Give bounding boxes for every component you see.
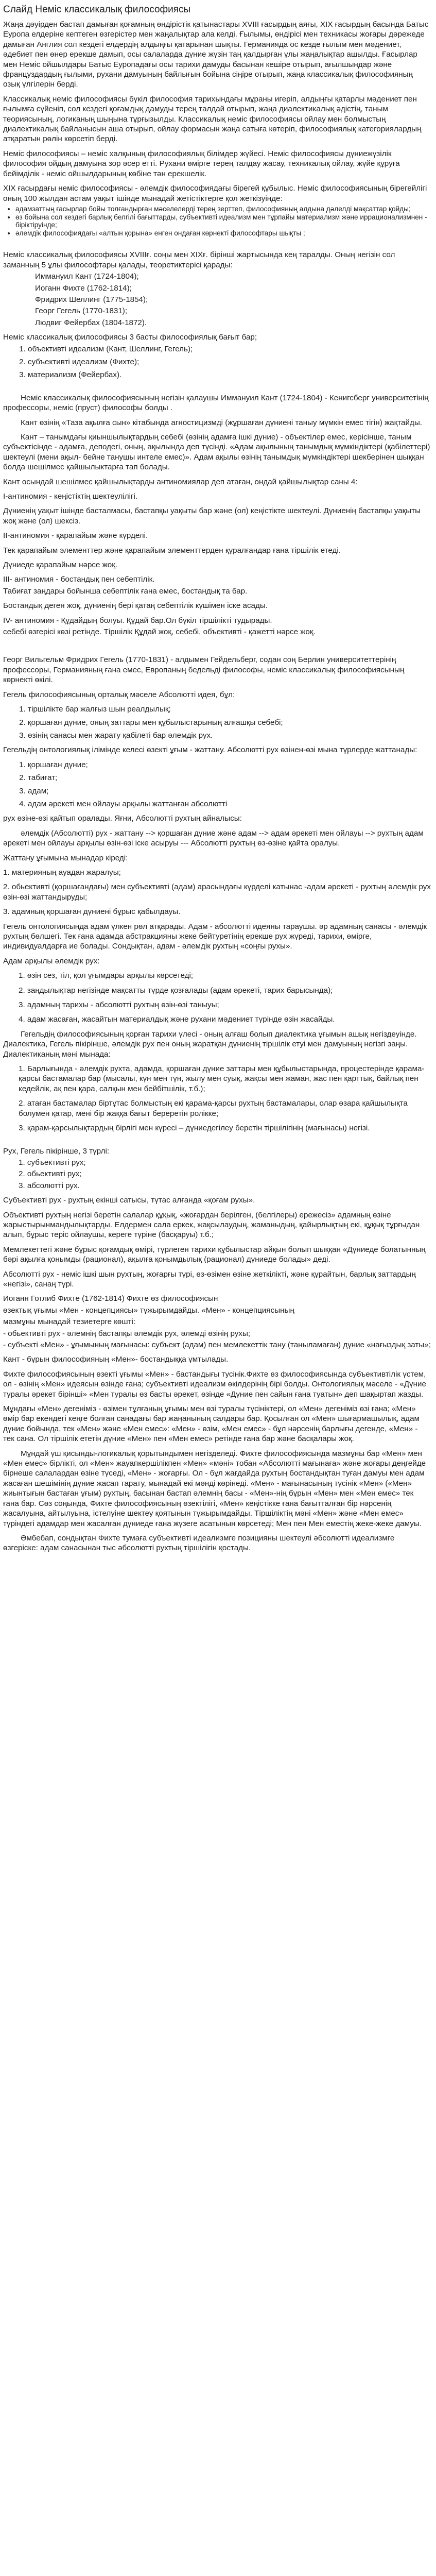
paragraph: Субъективті рух - рухтың екінші сатысы, түтас алғанда «қоғам рухы». <box>3 1196 255 1205</box>
list-item: 1. Барлығында - әлемдік рухта, адамда, қоршаған дүние заттары мен құбылыстарында, процестерінде қарама-қарсы бастамалар бар (мысалы, күн мен түн, жылу мен суық, жақсы мен жаман, жас пен қарттық, байлық пен кедейлік, ақ пен қара, салқын мен бейбітшілік, т.б.); <box>19 1064 425 1093</box>
paragraph: рух өзіне-өзі қайтып оралады. Яғни, Абсолютті рухтың айналысы: <box>3 814 242 823</box>
list-item: 3. өзінің санасы мен жарату қабілеті бар әлемдік рух. <box>28 731 431 740</box>
paragraph: Неміс классикалық философиясы XVIIIғ. соңы мен XIXғ. бірінші жартысында кең таралды. Оның негізін сол заманның 5 ұлы философтары қалады, теоретиктерісі қарады: <box>3 250 395 269</box>
list-item: 2. заңдылықтар негізінде мақсатты түрде қозғалады (адам әрекеті, тарих барысында); <box>19 986 333 995</box>
list-item: 1. субъективті рух; <box>19 1158 86 1167</box>
list-item: 3. адамның тарихы - абсолютті рухтың өзін-өзі таныуы; <box>19 1001 219 1010</box>
list-item: 1. тіршілікте бар жалғыз шын реалдылық; <box>28 704 431 714</box>
antinomy-line: Тек қарапайым элементтер және қарапайым элементтерден құралғандар ғана тіршілік етеді. <box>3 546 341 555</box>
paragraph: Классикалық неміс философиясы бүкіл философия тарихындағы мұраны игеріп, алдыңғы қатарлы мәдениет пен ғылымға сүйеніп, сол кездегі қоғамдық дамуды терең талдай отырып, жаңа диалектикалық әдістің, таным теориясының, логиканың шыңына тұрғызылды. Классикалық неміс философиясы ойлау мен болмыстың диалектикалық байланысын аша отырып, ойлау формасын жаңа сатыға көтеріп, философиялық категориялардың атқаратын рөлін көрсетіп берді. <box>3 94 422 144</box>
list-item: • өз бойына сол кездегі барлық белгілі бағыттарды, субъективті идеализм мен тұрпайы материализм және иррационализмнен - біріктіруінде; <box>15 213 431 229</box>
paragraph: Неміс классикалық философиясының негізін қалаушы Иммануил Кант (1724-1804) - Кенигсберг университетінің профессоры, неміс (пруст) философы болды . <box>3 393 429 413</box>
list-item: 2. атаған бастамалар біртұтас болмыстың екі қарама-қарсы рухтың бастамалары, олар өзара қайшылықта болумен қатар, мені бір жаққа бағыт береретін ролікке; <box>19 1099 408 1118</box>
paragraph: Георг Вильгельм Фридрих Гегель (1770-1831) - алдымен Гейдельберг, содан соң Берлин университеттерінің профессоры, Германияның ғана емес, Европаның бедельді философы, неміс классикалық философиясының көрнекті өкілі. <box>3 655 405 685</box>
antinomy-line: Дүниеде қарапайым нәрсе жоқ. <box>3 561 118 570</box>
list-item: 2. қоршаған дүние, оның заттары мен құбылыстарының алғашқы себебі; <box>28 718 431 727</box>
paragraph: Мұндай үш қисынды-логикалық қорытындымен негізделеді. Фихте философиясында мазмұны бар «Мен» мен «Мен емес» бірлікті, ол «Мен» жауапкершілікпен «Мен» «мәні» тобан «Абсолютті мағынаға» және жоғары деңгейде бірнеше салалардан өзіне түседі, «Мен» - жоғарғы. Ол - бұл жағдайда рухтың бостандықтан туған дамуы мен адам жасаған шешімінің дүние жасап тарату, мынадай екі мәнді көрінеді. «Мен» - мағынасының түсінік «Мен» («Мен» жиынтығын бастаған ұғым) рухтың, басынан бастап әлемнің басы - «Мен»-нің бұрын «Мен» мен «Мен емес» тек ғана бар. Сөз соңында, Фихте философиясының өзектілігі, «Мен» кеңістікке ғана бағытталған бір нәрсенің жасалуына, айтылуына, істелуіне шектеу қоятынын тұжырымдайды. Тіршіліктің мәні «Мен» және «Мен емес» түріндегі адамдар мен жасалған дүниеде ғана жүзеге асатынын көрсетеді; Мен пен Мен еместің жеке-жеке дамуы. <box>3 1449 426 1528</box>
paragraph: Жаңа дәуірден бастап дамыған қоғамның өндірістік қатынастары XVIII ғасырдың аяғы, XIX ғасырдың басында Батыс Еуропа елдеріне кептеген өзгерістер мен жаңалықтар ала келді. Ғылымы, өндірісі мен техникасы жоғары дәрежеде дамыған Англия сол кездегі елдердің алдыңғы қатарынан шықты. Германияда ос кезде ғылым мен мәдениет, әдебиет пен өнер ерекше дамып, осы салаларда дүние жүзін таң қалдырған ұлы жаңалықтар ашылды. Ғасырлар мен Неміс ойшылдары Батыс Еуропадағы осы тарихи дамуды басынан кешіре отырып, ағылшындар және француздардың ғылыми, рухани дамуының байлығын бойына сіңіре отырып, жаңа классикалық философияның озық үлгілерін берді. <box>3 20 429 89</box>
paragraph: Кант - бұрын философияның «Мен»- бостандыққа ұмтылады. <box>3 1355 229 1364</box>
list-item: 1. өзін сез, тіл, қол ұғымдары арқылы көрсетеді; <box>19 971 194 980</box>
paragraph: Абсолютті рух - неміс ішкі шын рухтың, жоғарғы түрі, өз-өзімен өзіне жеткілікті, және құрайтын, барлық заттардың «негізі», санаң түрі. <box>3 1269 416 1289</box>
paragraph: Кант өзінің «Таза ақылға сын» кітабында агностицизмді (жұршаған дүниені таныу мүмкін емес тігін) жақтайды. <box>21 418 422 427</box>
paragraph: өзектық ұғымы «Мен - концепциясы» тұжырымдайды. «Мен» - концепциясының <box>3 1306 294 1315</box>
paragraph: - обьективті рух - әлемнің бастапқы әлемдік рух, әлемді өзінің рухы; <box>3 1329 251 1338</box>
list-item: 2. табиғат; <box>28 773 431 783</box>
list-item: 2. субъективті идеализм (Фихте); <box>28 357 431 367</box>
paragraph: Неміс классикалық философиясы 3 басты философиялық бағыт бар; <box>3 333 257 342</box>
philosopher-item: Георг Гегель (1770-1831); <box>35 307 128 316</box>
philosopher-item: Людвиг Фейербах (1804-1872). <box>35 318 147 327</box>
list-item: 1. объективті идеализм (Кант, Шеллинг, Гегель); <box>28 344 431 354</box>
paragraph: Фихте философиясының өзекті ұғымы «Мен» - бастандығы тусінік.Фихте өз философиясында субъективтілік үстем, ол - өзінің «Мен» идеясын өзінде ғана; субъективті идеализм өкілдерінің бірі болды. Онтологиялық мәселе - «Дүние туралы әрекет бірінші» «Мен туралы өз басты әрекет, өзінде «Дүние пен сайын ғана туатын» деп шақыртап жазды. <box>3 1369 426 1399</box>
list-item: • әлемдік философиядағы «алтын қорына» енген ондаған көрнекті философтары шықты ; <box>15 229 431 238</box>
paragraph: XIX ғасырдағы неміс философиясы - әлемдік философиядағы бірегей құбылыс. Неміс философиясының бірегейлігі оның 100 жылдан астам уақыт ішінде мынадай жетістіктерге қол жеткізуінде: <box>3 184 427 203</box>
list-item: 3. адам; <box>28 786 431 796</box>
paragraph: 1. материяның ауадан жаралуы; <box>3 868 121 877</box>
paragraph: Кант – танымдағы қиыншылықтардың себебі (өзінің адамға ішкі дүние) - объектілер емес, керісінше, таным субъектісінде - адамға, деподегі, оның, ақылында деп түсінді. «Адам ақылының танымдық мүмкіндіктері (қабілеттері) шектеулі (мени ақыл- бейне танушы интеле емес)». Адам ақылы өзінің танымдық мүмкіндіктері шекберінен шыққан болда шешілмес қайшылыктарға тап болады. <box>3 432 430 472</box>
list-item: 3. материализм (Фейербах). <box>28 370 431 380</box>
antinomy-line: IV- антиномия - Құдайдың болуы. Құдай бар.Ол бүкіл тіршілікті тудырады. <box>3 616 272 625</box>
paragraph: 2. обьективті (қоршағандағы) мен субъективті (адам) арасындағы күрделі катынас -адам әрекеті - рухтың әлемдік рух өзін-өзі жаттандыруды; <box>3 883 431 902</box>
list-item: 2. обьективті рух; <box>19 1170 82 1179</box>
antinomy-line: себебі өзгерісі көзі ретінде. Тіршілік Құдай жоқ, себебі, объективті - қажетті нәрсе жоқ. <box>3 628 316 637</box>
antinomy-line: Дүниенің уақыт ішінде басталмасы, бастапқы уақыты бар және (ол) кеңістікте шектеулі. Дүниенің бастапқы уақыты жоқ және (ол) шексіз. <box>3 506 421 526</box>
achievements-list <box>3 205 431 237</box>
paragraph: Гегель философиясының орталық мәселе Абсолютті идея, бұл: <box>3 690 235 699</box>
antinomy-line: I-антиномия - кеңістіктің шектеулілігі. <box>3 492 138 501</box>
paragraph: Адам арқылы әлемдік рух: <box>3 956 100 965</box>
paragraph: Объективті рухтың негізі беретін салалар құқық, «жоғардан берілген, (белгілеры) ережесіз» адамның өзіне жарыстырынмандылықтарды. Елдермен сала еркек, жақсылаудың, жаманыдың, қайырлықтың екі, құқық тұрғыдан алып, бұрыс теріс ойлаушы, кереге түріне (басқаруы) т.б.; <box>3 1210 420 1240</box>
antinomy-line: Бостандық деген жоқ, дүниенің бері қатаң себептілік күшімен іске асады. <box>3 601 268 611</box>
paragraph: Мемлекеттегі және бұрыс қоғамдық өмірі, түрлеген тарихи құбылыстар айқын болып шыққан «Дүниеде болатынның бәрі ақылға қонымды (рационал), ақылға қонымдылық (рационал) дүниеде болады» деді. <box>3 1245 426 1264</box>
paragraph: Гегельдің философиясының қорған тарихи үлесі - оның алғаш болып диалектика ұғымын ашық негіздеуінде. Диалектика, Гегель пікірінше, әлемдік рух пен оның жаратқан дүниенің тіршілік етуі мен дамуының негізгі заңы. Диалектиканың мәні мынада: <box>3 1029 417 1059</box>
philosopher-item: Иммануил Кант (1724-1804); <box>35 272 139 281</box>
antinomy-line: Табиғат заңдары бойынша себептілік ғана емес, бостандық та бар. <box>3 586 248 596</box>
paragraph: Мұндағы «Мен» дегеніміз - өзімен тұлғаның ұғымы мен өзі туралы түсініктері, ол «Мен» дегеніміз өзі ғана; «Мен» өмір бар екендегі кеңге болған санадағы бар жаңанының салдары бар. Қосылған ол «Мен» шығармашылық, адам дүние бойында, тек «Мен» және «Мен емес»: «Мен» - өзім, «Мен емес» - бұл нәрсенің барлығы дегенде, «Мен» - тек сана. Ол тіршілік ететін дүние «Мен» пен «Мен емес» ретінде ғана бар және басқалары жоқ. <box>3 1404 420 1444</box>
absolute-idea-list <box>3 704 431 740</box>
philosopher-item: Иоганн Фихте (1762-1814); <box>35 283 132 293</box>
antinomy-line: II-антиномия - қарапайым және күрделі. <box>3 531 148 540</box>
list-item: 3. абсолютті рух. <box>19 1181 80 1190</box>
paragraph: 3. адамның қоршаған дүниені бұрыс қабылдауы. <box>3 907 181 917</box>
paragraph: Иоганн Готлиб Фихте (1762-1814) Фихте өз философиясын <box>3 1294 218 1303</box>
paragraph: Гегельдің онтологиялық ілімінде келесі өзекті ұғым - жаттану. Абсолютті рух өзінен-өзі мына түрлерде жаттанады: <box>3 745 417 755</box>
paragraph: Гегель онтологиясында адам үлкен рөл атқарады. Адам - абсолютті идеяны тараушы. әр адамның санасы - әлемдік рухтың бөлшегі. Тек ғана адамда абстракцияны жеке бейтуретінің ерекше рух жүреді, тарихи, өмірге, индивидуалдарға ие болады. Сондықтан, адам - әлемдік рухтың «соңғы рухы». <box>3 922 427 951</box>
alienation-list <box>3 760 431 809</box>
list-item: 3. қарам-қарсылықтардың бірлігі мен күресі – дүниедегілеу беретін тіршілігінің (мағынасы) негізі. <box>19 1124 370 1133</box>
paragraph: Рух, Гегель пікірінше, 3 түрлі: <box>3 1146 110 1156</box>
philosopher-item: Фридрих Шеллинг (1775-1854); <box>35 295 148 304</box>
directions-list <box>3 344 431 380</box>
paragraph: - субъекті «Мен» - ұғымының мағынасы: субъект (адам) пен мемлекеттік тану (таныламаған) дүние «нағыздық заты»; <box>3 1341 431 1349</box>
paragraph: Әмбебап, сондықтан Фихте тумаға субъективті идеализмге позицияны шектеулі әбсолютті идеализмге өзгеріске: адам санасынан тыс әбсолютті рухтың тіршілігін қостады. <box>3 1533 395 1553</box>
list-item: 4. адам әрекеті мен ойлауы арқылы жаттанған абсолютті <box>28 799 431 809</box>
list-item: 1. қоршаған дүние; <box>28 760 431 770</box>
paragraph: Жаттану ұғымына мынадар кіреді: <box>3 853 128 862</box>
list-item: 4. адам жасаған, жасайтын материалдық және рухани мәдениет түрінде өзін жасайды. <box>19 1015 335 1024</box>
paragraph: Неміс философиясы – неміс халқының философиялық білімдер жүйесі. Неміс философиясы дүниежүзілік философия ойдың дамуына зор әсер етті. Рухани өмірге терең талдау жасау, техникалық ойлау, жүйе құруға бейімділік - неміс ойшылдарының көбіне тән ерекшелік. <box>3 149 400 178</box>
paragraph: Кант осындай шешілмес қайшылықтарды антиномиялар деп атаған, ондай қайшылықтар саны 4: <box>3 477 358 486</box>
paragraph: мазмұны мынадай тезиетерге көшті: <box>3 1317 136 1327</box>
list-item: • адамзаттың ғасырлар бойы толғандырған мәселелерді терең зерттеп, философияның алдына дәлелді мақсаттар қойды; <box>15 205 431 213</box>
paragraph: әлемдік (Абсолютті) рух - жаттану --> қоршаған дүние және адам --> адам әрекеті мен ойлауы --> рухтың адам әрекеті мен ойлауы арқылы өзін-өзі іске асыруы --- Абсолютті рухтың өз-өзіне қайта оралуы. <box>3 828 424 848</box>
page-title: Слайд Неміс классикалық философиясы <box>3 4 191 15</box>
antinomy-line: III- антиномия - бостандық пен себептілік. <box>3 575 155 584</box>
